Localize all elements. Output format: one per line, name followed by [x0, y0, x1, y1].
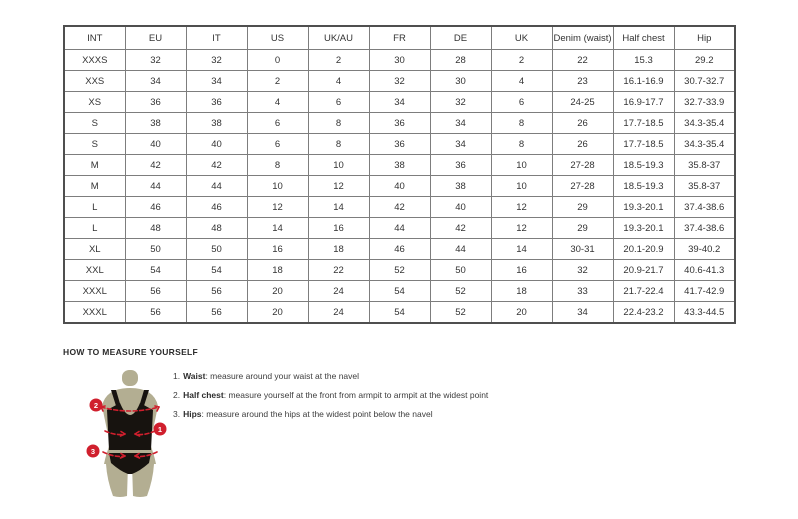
- table-cell: 29: [552, 197, 613, 218]
- table-cell: 22: [552, 50, 613, 71]
- table-cell: 20.1-20.9: [613, 239, 674, 260]
- table-cell: 16: [308, 218, 369, 239]
- table-cell: XL: [64, 239, 125, 260]
- table-cell: 17.7-18.5: [613, 113, 674, 134]
- table-cell: XXL: [64, 260, 125, 281]
- table-cell: 56: [125, 302, 186, 324]
- table-cell: 36: [186, 92, 247, 113]
- table-cell: 10: [491, 155, 552, 176]
- table-cell: 28: [430, 50, 491, 71]
- table-cell: 36: [430, 155, 491, 176]
- table-cell: 30.7-32.7: [674, 71, 735, 92]
- mannequin-illustration: [80, 370, 180, 500]
- table-cell: 21.7-22.4: [613, 281, 674, 302]
- table-cell: 8: [491, 134, 552, 155]
- table-cell: 56: [186, 302, 247, 324]
- table-cell: 16: [247, 239, 308, 260]
- table-cell: XXXL: [64, 302, 125, 324]
- table-row: [64, 218, 735, 239]
- table-cell: 50: [430, 260, 491, 281]
- table-cell: 40: [186, 134, 247, 155]
- table-cell: 44: [369, 218, 430, 239]
- table-cell: 50: [125, 239, 186, 260]
- measurement-figure: [80, 370, 180, 500]
- table-cell: 32: [552, 260, 613, 281]
- table-cell: 10: [247, 176, 308, 197]
- table-cell: 38: [186, 113, 247, 134]
- table-cell: 8: [308, 134, 369, 155]
- table-cell: 40: [430, 197, 491, 218]
- table-cell: 35.8-37: [674, 155, 735, 176]
- instruction-number: 2.: [173, 390, 181, 400]
- table-cell: 50: [186, 239, 247, 260]
- table-cell: 32.7-33.9: [674, 92, 735, 113]
- table-cell: 24: [308, 302, 369, 324]
- table-cell: 6: [491, 92, 552, 113]
- instruction-waist: [173, 372, 488, 381]
- table-cell: 38: [125, 113, 186, 134]
- table-cell: 52: [430, 281, 491, 302]
- table-cell: 8: [247, 155, 308, 176]
- column-header: UK/AU: [308, 26, 369, 50]
- table-cell: 52: [369, 260, 430, 281]
- table-cell: 54: [369, 302, 430, 324]
- table-cell: 44: [125, 176, 186, 197]
- table-cell: 36: [369, 113, 430, 134]
- table-cell: 20: [247, 281, 308, 302]
- instruction-text: : measure around your waist at the navel: [205, 371, 360, 381]
- table-cell: 12: [308, 176, 369, 197]
- table-cell: 2: [247, 71, 308, 92]
- table-cell: 26: [552, 113, 613, 134]
- table-cell: 36: [369, 134, 430, 155]
- table-cell: 34.3-35.4: [674, 134, 735, 155]
- table-cell: 18.5-19.3: [613, 176, 674, 197]
- instruction-text: : measure yourself at the front from armpit to armpit at the widest point: [223, 390, 489, 400]
- table-row: [64, 50, 735, 71]
- table-cell: 27-28: [552, 155, 613, 176]
- table-cell: 42: [125, 155, 186, 176]
- table-cell: 37.4-38.6: [674, 218, 735, 239]
- table-cell: 56: [186, 281, 247, 302]
- instruction-half-chest: [173, 391, 488, 400]
- instruction-hips: [173, 410, 488, 419]
- table-cell: 0: [247, 50, 308, 71]
- table-cell: 26: [552, 134, 613, 155]
- table-cell: 34: [186, 71, 247, 92]
- table-cell: 14: [247, 218, 308, 239]
- table-cell: 34.3-35.4: [674, 113, 735, 134]
- size-chart-table: [63, 25, 736, 324]
- column-header: IT: [186, 26, 247, 50]
- table-cell: 38: [430, 176, 491, 197]
- table-cell: 20: [247, 302, 308, 324]
- table-cell: 30: [369, 50, 430, 71]
- table-cell: 39-40.2: [674, 239, 735, 260]
- table-cell: M: [64, 155, 125, 176]
- table-cell: 43.3-44.5: [674, 302, 735, 324]
- table-cell: 6: [308, 92, 369, 113]
- table-cell: 42: [369, 197, 430, 218]
- instruction-number: 3.: [173, 409, 181, 419]
- table-cell: 14: [491, 239, 552, 260]
- table-cell: 37.4-38.6: [674, 197, 735, 218]
- table-cell: 40: [369, 176, 430, 197]
- table-cell: 34: [552, 302, 613, 324]
- table-cell: 40: [125, 134, 186, 155]
- table-cell: 27-28: [552, 176, 613, 197]
- table-row: [64, 113, 735, 134]
- column-header: FR: [369, 26, 430, 50]
- table-row: [64, 239, 735, 260]
- table-cell: 46: [125, 197, 186, 218]
- column-header: US: [247, 26, 308, 50]
- table-cell: 24: [308, 281, 369, 302]
- table-cell: 4: [247, 92, 308, 113]
- column-header: EU: [125, 26, 186, 50]
- table-row: [64, 281, 735, 302]
- instruction-text: : measure around the hips at the widest point below the navel: [201, 409, 433, 419]
- column-header: Half chest: [613, 26, 674, 50]
- instruction-label: Half chest: [183, 390, 224, 400]
- table-cell: 2: [491, 50, 552, 71]
- table-cell: 42: [186, 155, 247, 176]
- instruction-label: Waist: [183, 371, 206, 381]
- table-cell: 22.4-23.2: [613, 302, 674, 324]
- table-cell: 48: [125, 218, 186, 239]
- column-header: UK: [491, 26, 552, 50]
- measure-instructions: [173, 372, 488, 429]
- table-cell: 32: [186, 50, 247, 71]
- column-header: DE: [430, 26, 491, 50]
- table-cell: M: [64, 176, 125, 197]
- table-cell: 10: [491, 176, 552, 197]
- table-cell: 56: [125, 281, 186, 302]
- table-cell: 29.2: [674, 50, 735, 71]
- table-cell: XXXL: [64, 281, 125, 302]
- size-table-body: [64, 50, 735, 324]
- table-cell: 44: [430, 239, 491, 260]
- table-cell: 35.8-37: [674, 176, 735, 197]
- table-cell: S: [64, 134, 125, 155]
- table-cell: XXXS: [64, 50, 125, 71]
- table-row: [64, 155, 735, 176]
- badge-waist-number: 1: [157, 424, 163, 434]
- table-cell: 18.5-19.3: [613, 155, 674, 176]
- table-cell: 54: [125, 260, 186, 281]
- table-cell: 40.6-41.3: [674, 260, 735, 281]
- table-cell: 4: [308, 71, 369, 92]
- table-cell: 46: [369, 239, 430, 260]
- badge-half-chest-number: 2: [93, 400, 99, 410]
- table-cell: 8: [491, 113, 552, 134]
- table-cell: 19.3-20.1: [613, 197, 674, 218]
- table-cell: XXS: [64, 71, 125, 92]
- table-cell: 16.9-17.7: [613, 92, 674, 113]
- table-cell: XS: [64, 92, 125, 113]
- table-row: [64, 71, 735, 92]
- table-cell: 30-31: [552, 239, 613, 260]
- table-row: [64, 92, 735, 113]
- table-cell: 23: [552, 71, 613, 92]
- table-cell: S: [64, 113, 125, 134]
- table-cell: 41.7-42.9: [674, 281, 735, 302]
- table-cell: 54: [186, 260, 247, 281]
- table-cell: 19.3-20.1: [613, 218, 674, 239]
- table-cell: 18: [247, 260, 308, 281]
- instruction-label: Hips: [183, 409, 202, 419]
- table-cell: 33: [552, 281, 613, 302]
- table-cell: 34: [430, 134, 491, 155]
- table-cell: 30: [430, 71, 491, 92]
- table-cell: 12: [491, 218, 552, 239]
- table-cell: 17.7-18.5: [613, 134, 674, 155]
- table-cell: 10: [308, 155, 369, 176]
- table-cell: 36: [125, 92, 186, 113]
- column-header: INT: [64, 26, 125, 50]
- table-cell: 34: [125, 71, 186, 92]
- instruction-number: 1.: [173, 371, 181, 381]
- table-cell: 54: [369, 281, 430, 302]
- table-row: [64, 302, 735, 324]
- table-row: [64, 260, 735, 281]
- table-header-row: [64, 26, 735, 50]
- how-to-measure-heading: HOW TO MEASURE YOURSELF: [63, 347, 199, 357]
- column-header: Hip: [674, 26, 735, 50]
- badge-hips-number: 3: [90, 446, 96, 456]
- table-row: [64, 134, 735, 155]
- table-cell: 52: [430, 302, 491, 324]
- table-row: [64, 176, 735, 197]
- table-cell: 44: [186, 176, 247, 197]
- table-cell: 34: [430, 113, 491, 134]
- table-cell: 15.3: [613, 50, 674, 71]
- table-cell: 12: [247, 197, 308, 218]
- table-cell: 24-25: [552, 92, 613, 113]
- table-cell: 6: [247, 113, 308, 134]
- table-cell: 22: [308, 260, 369, 281]
- table-cell: 20: [491, 302, 552, 324]
- table-cell: 34: [369, 92, 430, 113]
- table-cell: L: [64, 218, 125, 239]
- table-cell: 32: [430, 92, 491, 113]
- table-cell: 38: [369, 155, 430, 176]
- table-cell: 16: [491, 260, 552, 281]
- size-table-head: [64, 26, 735, 50]
- table-cell: 4: [491, 71, 552, 92]
- table-cell: 29: [552, 218, 613, 239]
- table-cell: 20.9-21.7: [613, 260, 674, 281]
- table-cell: 42: [430, 218, 491, 239]
- table-cell: 16.1-16.9: [613, 71, 674, 92]
- table-cell: 12: [491, 197, 552, 218]
- table-cell: L: [64, 197, 125, 218]
- column-header: Denim (waist): [552, 26, 613, 50]
- table-cell: 18: [308, 239, 369, 260]
- table-cell: 32: [369, 71, 430, 92]
- table-cell: 8: [308, 113, 369, 134]
- table-cell: 46: [186, 197, 247, 218]
- table-row: [64, 197, 735, 218]
- table-cell: 48: [186, 218, 247, 239]
- table-cell: 32: [125, 50, 186, 71]
- table-cell: 14: [308, 197, 369, 218]
- table-cell: 18: [491, 281, 552, 302]
- table-cell: 6: [247, 134, 308, 155]
- table-cell: 2: [308, 50, 369, 71]
